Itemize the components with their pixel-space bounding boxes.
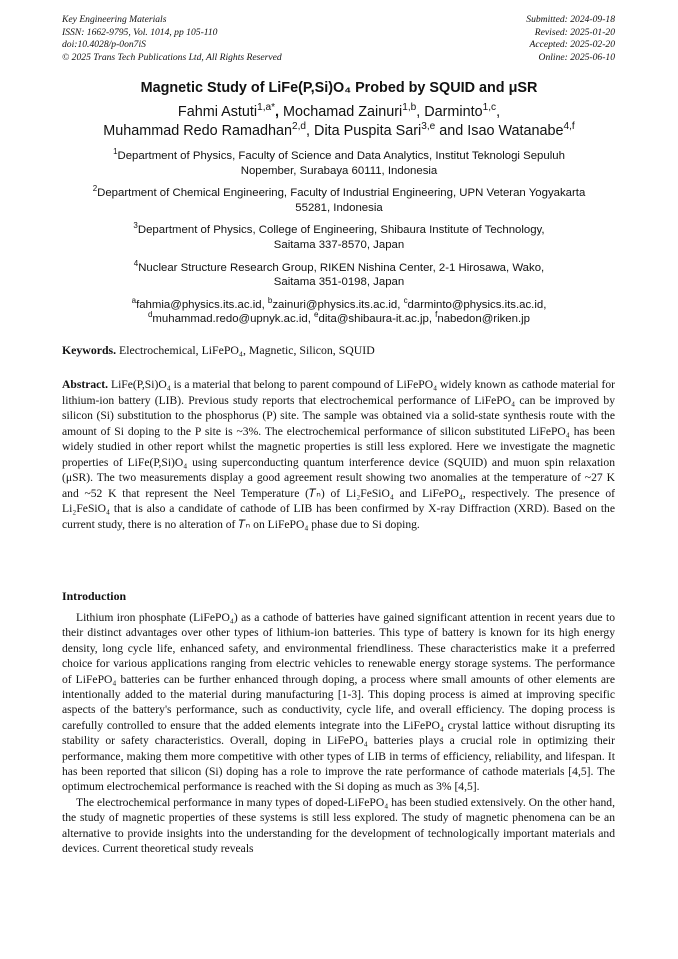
journal-info <box>62 14 282 64</box>
author-name: Isao Watanabe <box>467 123 564 139</box>
abstract <box>62 377 615 532</box>
paper-title: Magnetic Study of LiFe(P,Si)O₄ Probed by SQUID and μSR <box>140 80 538 96</box>
author-name: Fahmi Astuti <box>177 104 258 120</box>
email-sup: d <box>147 310 153 320</box>
author-list <box>40 103 638 141</box>
affiliation-line: Department of Chemical Engineering, Faculty of Industrial Engineering, UPN Veteran Yogyakarta <box>97 187 586 200</box>
abstract-text: LiFe(P,Si)O₄ is a material that belong to parent compound of LiFePO₄ widely known as cathode material for lithium-ion battery (LIB). Previous study reports that electrochemical performance of LiFePO₄ can be improved by silicon (Si) substitution to the phosphorus (P) site. The sample was obtained via a solid-state synthesis route with the amount of Si doping to the P site is ~3%. The electrochemical performance of silicon substituted LiFePO₄ has been widely studied in other report whilst the magnetic properties is still less explored. Here we investigate the magnetic properties of LiFe(P,Si)O₄ using superconducting quantum interference device (SQUID) and muon spin relaxation (μSR). The two measurements display a good agreement result showing two anomalies at the temperature of ~27 K and ~52 K that represent the Neel Temperature (𝑇ₙ) of Li₂FeSiO₄ and LiFePO₄, respectively. The presence of Li₂FeSiO₄ that is also a candidate of cathode of LIB has been confirmed by X-ray Diffraction (XRD). Based on the current study, there is no alteration of 𝑇ₙ on LiFePO₄ phase due to Si doping. <box>62 378 615 531</box>
author-sep: , <box>416 104 425 120</box>
online-date: Online: 2025-06-10 <box>538 51 615 63</box>
email-sup: b <box>267 295 273 305</box>
keywords-label: Keywords. <box>62 343 117 357</box>
email-link[interactable]: muhammad.redo@upnyk.ac.id, <box>152 313 315 326</box>
author-sep: , <box>496 104 501 120</box>
affiliation-1 <box>56 149 622 178</box>
affiliations <box>56 149 622 327</box>
author-line-1 <box>40 103 638 122</box>
author-name: Darminto <box>424 104 483 120</box>
author-line-2 <box>40 122 638 141</box>
introduction-body <box>62 610 615 857</box>
affiliation-line: Nuclear Structure Research Group, RIKEN Nishina Center, 2-1 Hirosawa, Wako, <box>138 261 545 274</box>
keywords <box>62 343 618 358</box>
author-sup: 1,c <box>482 102 497 114</box>
email-sup: a <box>131 295 137 305</box>
revised-date: Revised: 2025-01-20 <box>534 26 615 38</box>
affiliation-num: 3 <box>133 221 138 231</box>
affiliation-2 <box>56 186 622 215</box>
journal-name: Key Engineering Materials <box>62 14 167 25</box>
accepted-date: Accepted: 2025-02-20 <box>529 39 615 51</box>
author-sup: 1,b <box>402 102 417 114</box>
email-link[interactable]: darminto@physics.its.ac.id, <box>407 298 547 311</box>
affiliation-num: 2 <box>92 184 98 194</box>
author-name: Muhammad Redo Ramadhan <box>103 123 293 139</box>
email-link[interactable]: nabedon@riken.jp <box>437 313 531 326</box>
affiliation-line: Department of Physics, College of Engineering, Shibaura Institute of Technology, <box>137 224 545 237</box>
submission-dates <box>526 14 615 64</box>
doi-line: doi:10.4028/p-0on7iS <box>62 39 146 51</box>
email-link[interactable]: dita@shibaura-it.ac.jp, <box>318 313 436 326</box>
author-name: Dita Puspita Sari <box>314 123 422 139</box>
submitted-date: Submitted: 2024-09-18 <box>526 14 615 25</box>
email-line-1 <box>56 295 622 313</box>
keywords-text: Electrochemical, LiFePO₄, Magnetic, Silicon, SQUID <box>119 343 375 357</box>
affiliation-line: Nopember, Surabaya 60111, Indonesia <box>240 164 438 177</box>
paragraph: Lithium iron phosphate (LiFePO₄) as a cathode of batteries have gained significant attention in recent years due to their distinct advantages over other types of lithium-ion batteries. This type of battery is known for its high energy density, long cycle life, enhanced safety, and environmental friendliness. These characteristics make it a preferred choice for various applications ranging from electric vehicles to renewable energy storage systems. The performance of LiFePO₄ batteries can be further enhanced through doping, a process where small amounts of other elements are intentionally added to the material during manufacturing [1-3]. This doping process is aimed at improving specific aspects of the battery's performance, such as conductivity, cycle life, and overall efficiency. The doping process is carefully controlled to ensure that the added elements integrate into the LiFePO₄ crystal lattice without disrupting its stability or safety characteristics. Overall, doping in LiFePO₄ batteries plays a crucial role in optimizing their performance, making them more competitive with other types of LIB in terms of efficiency, reliability, and lifespan. It has been reported that silicon (Si) doping has a role to improve the rate performance of cathode materials [4,5]. The optimum electrochemical performance is reached with the Si doping as much as 3% [4,5]. <box>62 611 615 794</box>
affiliation-num: 1 <box>113 147 118 157</box>
affiliation-4 <box>56 258 622 290</box>
author-sup: 3,e <box>421 121 436 133</box>
affiliation-line: Department of Physics, Faculty of Science and Data Analytics, Institut Teknologi Sepuluh <box>117 150 565 162</box>
paragraph: The electrochemical performance in many types of doped-LiFePO₄ has been studied extensively. On the other hand, the study of magnetic properties of these systems is still less explored. The study of magnetic phenomena can be an alternative to provide insights into the understanding for the development of technologically important materials and devices. Current theoretical study reveals <box>62 795 615 856</box>
author-emails <box>56 295 622 327</box>
email-sup: c <box>403 295 408 305</box>
copyright-line: © 2025 Trans Tech Publications Ltd, All Rights Reserved <box>62 51 282 63</box>
email-sup: f <box>435 310 438 320</box>
issn-line: ISSN: 1662-9795, Vol. 1014, pp 105-110 <box>62 26 218 38</box>
affiliation-line: Saitama 351-0198, Japan <box>273 276 405 289</box>
author-sup: 1,a* <box>257 102 276 114</box>
affiliation-line: 55281, Indonesia <box>295 201 383 214</box>
email-link[interactable]: zainuri@physics.its.ac.id, <box>272 298 404 311</box>
abstract-label: Abstract. <box>62 378 109 391</box>
author-sep: and <box>435 123 468 139</box>
affiliation-num: 4 <box>133 258 139 268</box>
author-sep: , <box>275 104 284 120</box>
email-link[interactable]: fahmia@physics.its.ac.id, <box>136 298 268 311</box>
author-sup: 4,f <box>563 121 575 133</box>
author-sup: 2,d <box>292 121 307 133</box>
section-heading: Introduction <box>62 589 127 603</box>
affiliation-line: Saitama 337-8570, Japan <box>273 238 405 251</box>
author-sep: , <box>306 123 315 139</box>
email-line-2 <box>56 312 622 327</box>
author-name: Mochamad Zainuri <box>283 104 403 120</box>
affiliation-3 <box>56 223 622 252</box>
email-sup: e <box>314 310 319 320</box>
